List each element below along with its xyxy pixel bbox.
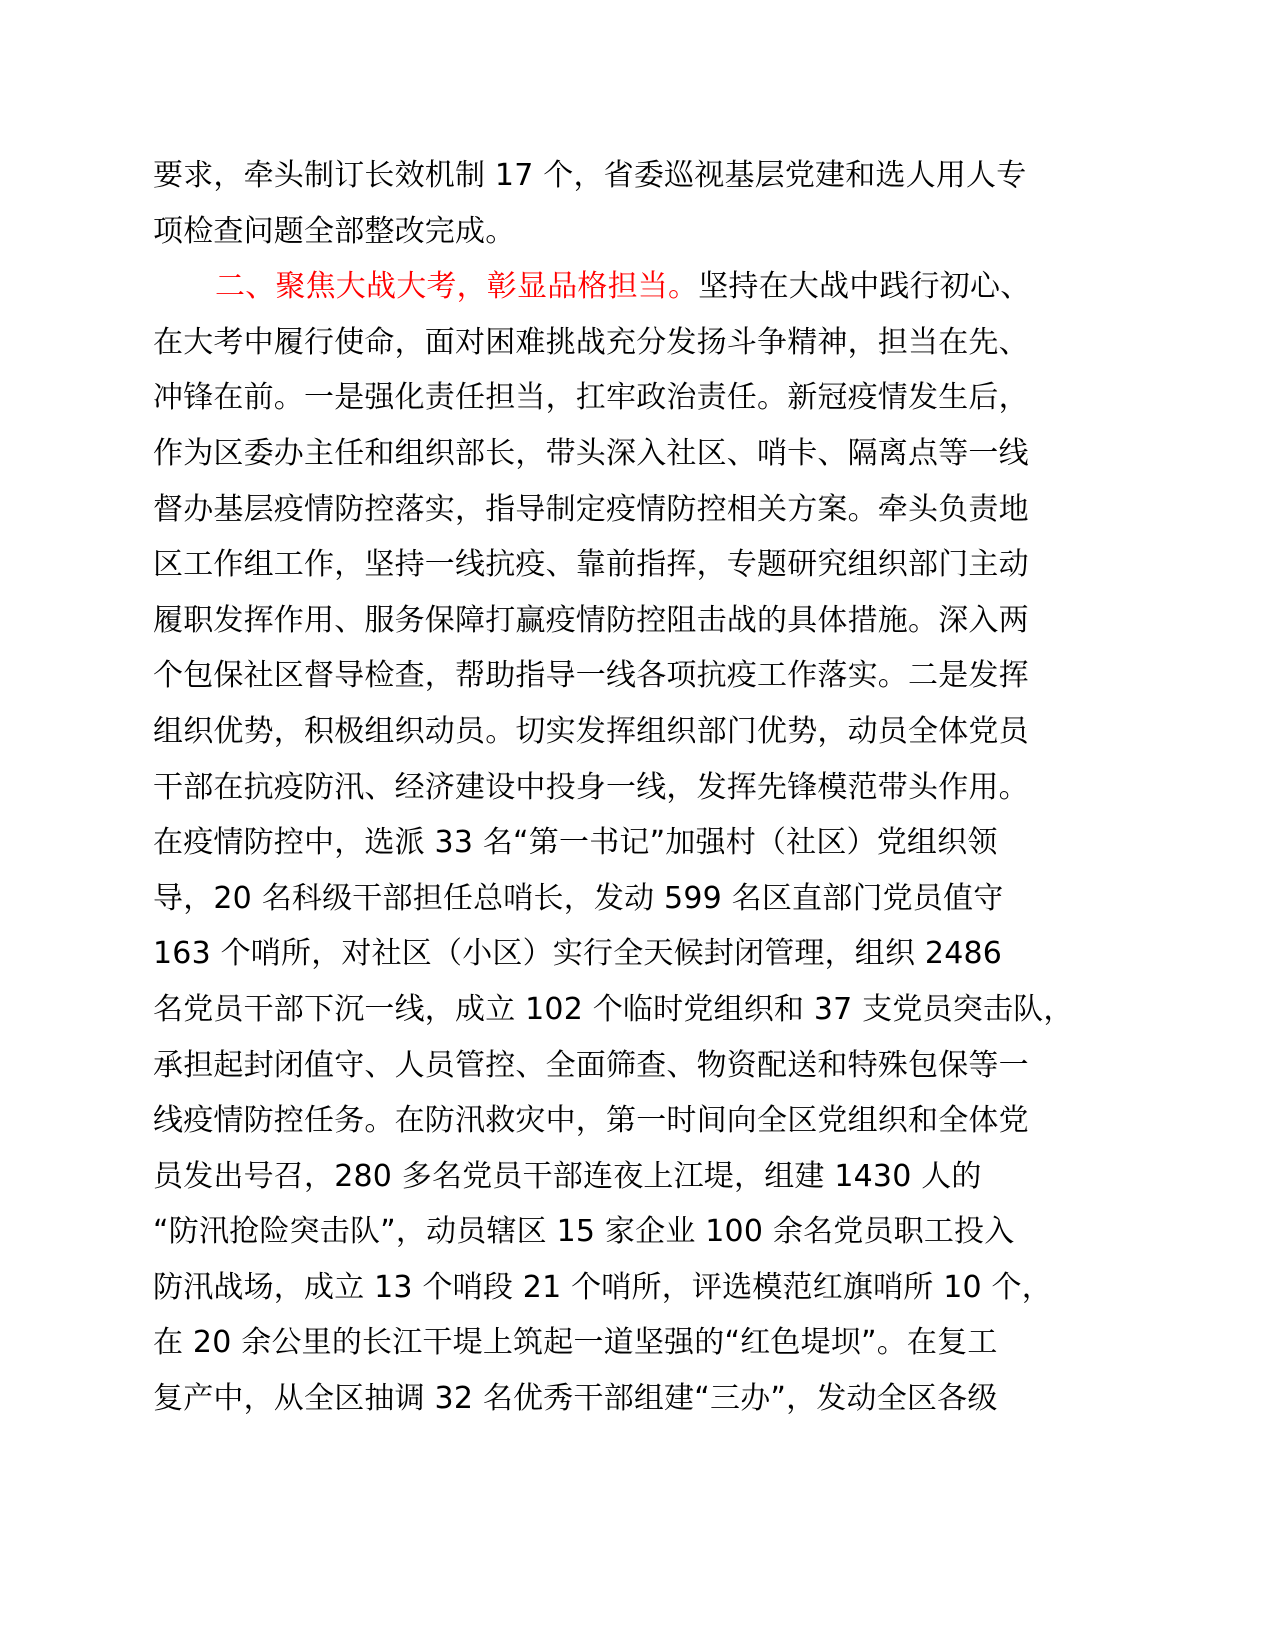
text-line: 在疫情防控中，选派 33 名“第一书记”加强村（社区）党组织领 xyxy=(153,825,998,861)
text-line: 163 个哨所，对社区（小区）实行全天候封闭管理，组织 2486 xyxy=(153,936,1003,972)
text-line: 作为区委办主任和组织部长，带头深入社区、哨卡、隔离点等一线 xyxy=(153,435,1029,471)
text-line: 要求，牵头制订长效机制 17 个，省委巡视基层党建和选人用人专 xyxy=(153,158,1027,193)
text-line: 履职发挥作用、服务保障打赢疫情防控阻击战的具体措施。深入两 xyxy=(153,602,1029,638)
text-line: 线疫情防控任务。在防汛救灾中，第一时间向全区党组织和全体党 xyxy=(153,1103,1029,1139)
text-line: 导，20 名科级干部担任总哨长，发动 599 名区直部门党员值守 xyxy=(153,880,1004,916)
text-line: 承担起封闭值守、人员管控、全面筛查、物资配送和特殊包保等一 xyxy=(153,1047,1029,1083)
text-line: 督办基层疫情防控落实，指导制定疫情防控相关方案。牵头负责地 xyxy=(153,491,1029,527)
text-line: “防汛抢险突击队”，动员辖区 15 家企业 100 余名党员职工投入 xyxy=(153,1214,1015,1250)
text-line: 在 20 余公里的长江干堤上筑起一道坚强的“红色堤坝”。在复工 xyxy=(153,1325,998,1361)
document-body xyxy=(153,148,1093,1427)
text-line: 复产中，从全区抽调 32 名优秀干部组建“三办”，发动全区各级 xyxy=(153,1381,998,1417)
text-line: 在大考中履行使命，面对困难挑战充分发扬斗争精神，担当在先、 xyxy=(153,324,1029,360)
text-line: 区工作组工作，坚持一线抗疫、靠前指挥，专题研究组织部门主动 xyxy=(153,547,1029,583)
section-heading: 二、聚焦大战大考，彰显品格担当。 xyxy=(215,269,699,305)
section-intro-text: 坚持在大战中践行初心、 xyxy=(698,269,1031,305)
text-line: 组织优势，积极组织动员。切实发挥组织部门优势，动员全体党员 xyxy=(153,713,1029,749)
text-line: 名党员干部下沉一线，成立 102 个临时党组织和 37 支党员突击队， xyxy=(153,991,1074,1027)
text-line: 干部在抗疫防汛、经济建设中投身一线，发挥先锋模范带头作用。 xyxy=(153,769,1029,805)
text-line: 项检查问题全部整改完成。 xyxy=(153,213,516,249)
text-line: 员发出号召，280 多名党员干部连夜上江堤，组建 1430 人的 xyxy=(153,1158,982,1194)
text-line: 冲锋在前。一是强化责任担当，扛牢政治责任。新冠疫情发生后， xyxy=(153,380,1029,416)
text-line: 个包保社区督导检查，帮助指导一线各项抗疫工作落实。二是发挥 xyxy=(153,658,1029,694)
text-line: 防汛战场，成立 13 个哨段 21 个哨所，评选模范红旗哨所 10 个， xyxy=(153,1269,1052,1305)
section-line xyxy=(153,259,1093,315)
